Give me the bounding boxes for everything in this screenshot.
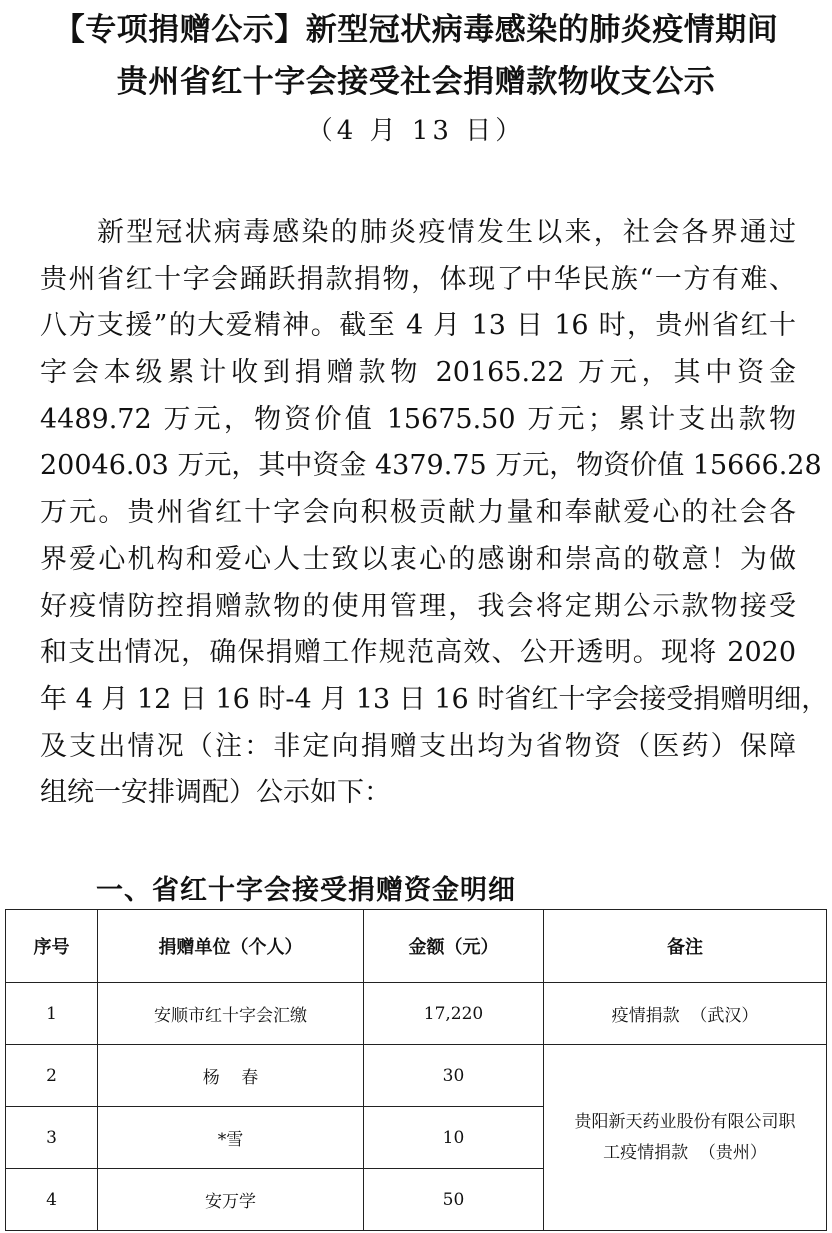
cell-donor: *雪 [98,1107,364,1169]
cell-index: 3 [6,1107,98,1169]
cell-index: 2 [6,1045,98,1107]
body-line: 20046.03 万元，其中资金 4379.75 万元，物资价值 15666.28 [40,450,822,482]
header-amount: 金额（元） [364,910,544,983]
cell-amount: 10 [364,1107,544,1169]
title-line-2: 贵州省红十字会接受社会捐赠款物收支公示 [116,64,716,100]
body-paragraph [40,210,829,817]
cell-amount: 17,220 [364,983,544,1045]
body-line: 界爱心机构和爱心人士致以衷心的感谢和崇高的敬意！为做 [40,543,796,575]
announcement-date: （4 月 13 日） [306,116,526,146]
body-line: 年 4 月 12 日 16 时-4 月 13 日 16 时省红十字会接受捐赠明细， [40,683,829,715]
header-donor: 捐赠单位（个人） [98,910,364,983]
cell-index: 1 [6,983,98,1045]
merged-note-line: 贵阳新天药业股份有限公司职 [574,1111,796,1132]
body-line: 4489.72 万元，物资价值 15675.50 万元；累计支出款物 [40,403,796,435]
header-note: 备注 [544,910,827,983]
cell-amount: 50 [364,1169,544,1231]
cell-amount: 30 [364,1045,544,1107]
cell-donor: 杨 春 [98,1045,364,1107]
cell-donor: 安万学 [98,1169,364,1231]
donation-table [5,909,827,1231]
body-line: 万元。贵州省红十字会向积极贡献力量和奉献爱心的社会各 [40,497,796,529]
body-line: 及支出情况（注：非定向捐赠支出均为省物资（医药）保障 [40,730,796,762]
table-row [6,983,827,1045]
cell-note: 疫情捐款 （武汉） [544,983,827,1045]
body-line: 字会本级累计收到捐赠款物 20165.22 万元，其中资金 [40,357,796,389]
cell-donor: 安顺市红十字会汇缴 [98,983,364,1045]
body-line: 组统一安排调配）公示如下： [40,777,391,809]
body-line: 八方支援”的大爱精神。截至 4 月 13 日 16 时，贵州省红十 [40,310,796,342]
cell-index: 4 [6,1169,98,1231]
body-line: 贵州省红十字会踊跃捐款捐物，体现了中华民族“一方有难、 [40,263,796,295]
body-line: 好疫情防控捐赠款物的使用管理，我会将定期公示款物接受 [40,590,796,622]
header-index: 序号 [6,910,98,983]
title-line-1: 【专项捐赠公示】新型冠状病毒感染的肺炎疫情期间 [53,12,779,48]
merged-note-line: 工疫情捐款 （贵州） [603,1142,767,1163]
table-header-row [6,910,827,983]
cell-note-merged [544,1045,827,1231]
body-line: 和支出情况，确保捐赠工作规范高效、公开透明。现将 2020 [40,637,796,669]
body-line: 新型冠状病毒感染的肺炎疫情发生以来，社会各界通过 [97,217,796,248]
section-heading: 一、省红十字会接受捐赠资金明细 [96,875,516,906]
table-row [6,1045,827,1107]
